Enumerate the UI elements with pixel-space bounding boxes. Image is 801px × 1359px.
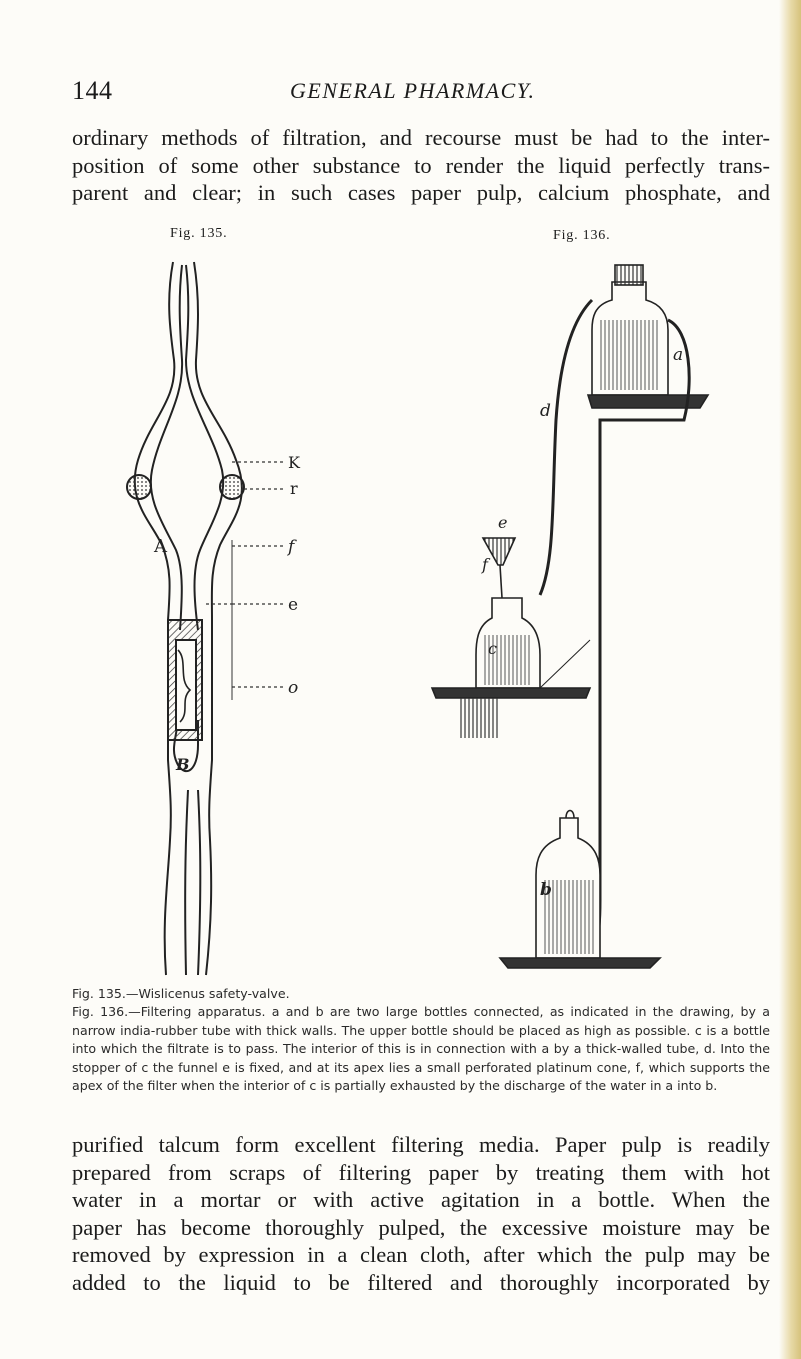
text-line: prepared from scraps of filtering paper by treating them with hot xyxy=(72,1159,770,1185)
figure-135-label: Fig. 135. xyxy=(170,226,228,241)
figure-136-caption: Fig. 136.—Filtering apparatus. a and b are two large bottles connected, as indicated in the drawing, by a narrow india-rubber tube with thick walls. The upper bottle should be placed as high as possible. c is a bottle into which the filtrate is to pass. The interior of this is in connection with a by a thick-walled tube, d. Into the stopper of c the funnel e is fixed, and at its apex lies a small perforated platinum cone, f, which supports the apex of the filter when the interior of c is partially exhausted by the discharge of the water in a into b. xyxy=(72,1004,770,1094)
fig135-letter-a: A xyxy=(154,536,167,557)
text-line: position of some other substance to render the liquid perfectly trans- xyxy=(72,152,770,178)
figure-135-caption: Fig. 135.—Wislicenus safety-valve. xyxy=(72,986,290,1001)
fig135-letter-r: r xyxy=(290,479,298,498)
fig136-letter-b: b xyxy=(540,880,552,900)
fig135-letter-e: e xyxy=(288,595,299,615)
page-number: 144 xyxy=(72,76,113,105)
fig135-letter-o: o xyxy=(288,678,299,698)
text-line: paper has become thoroughly pulped, the excessive moisture may be xyxy=(72,1214,770,1240)
fig136-letter-e: e xyxy=(498,513,508,532)
text-line: removed by expression in a clean cloth, after which the pulp may be xyxy=(72,1242,770,1268)
fig136-letter-f: f xyxy=(482,555,488,574)
figure-135-drawing xyxy=(127,262,285,975)
text-line: added to the liquid to be filtered and thoroughly incorporated by xyxy=(72,1269,770,1295)
fig136-letter-d: d xyxy=(540,401,551,421)
running-title: GENERAL PHARMACY. xyxy=(290,78,536,103)
fig135-letter-f: f xyxy=(288,537,295,557)
figure-136-drawing xyxy=(432,265,708,968)
text-line: purified talcum form excellent filtering media. Paper pulp is readily xyxy=(72,1132,770,1157)
paragraph-bottom xyxy=(72,1131,770,1297)
figure-136-label: Fig. 136. xyxy=(553,228,611,243)
text-line: water in a mortar or with active agitation in a bottle. When the xyxy=(72,1187,770,1213)
fig135-letter-k: K xyxy=(288,453,300,472)
text-line: parent and clear; in such cases paper pulp, calcium phosphate, and xyxy=(72,180,770,206)
text-line: ordinary methods of filtration, and recourse must be had to the inter- xyxy=(72,125,770,150)
fig136-letter-c: c xyxy=(488,639,497,658)
fig136-letter-a: a xyxy=(673,345,684,365)
fig135-letter-b: B xyxy=(176,755,190,774)
